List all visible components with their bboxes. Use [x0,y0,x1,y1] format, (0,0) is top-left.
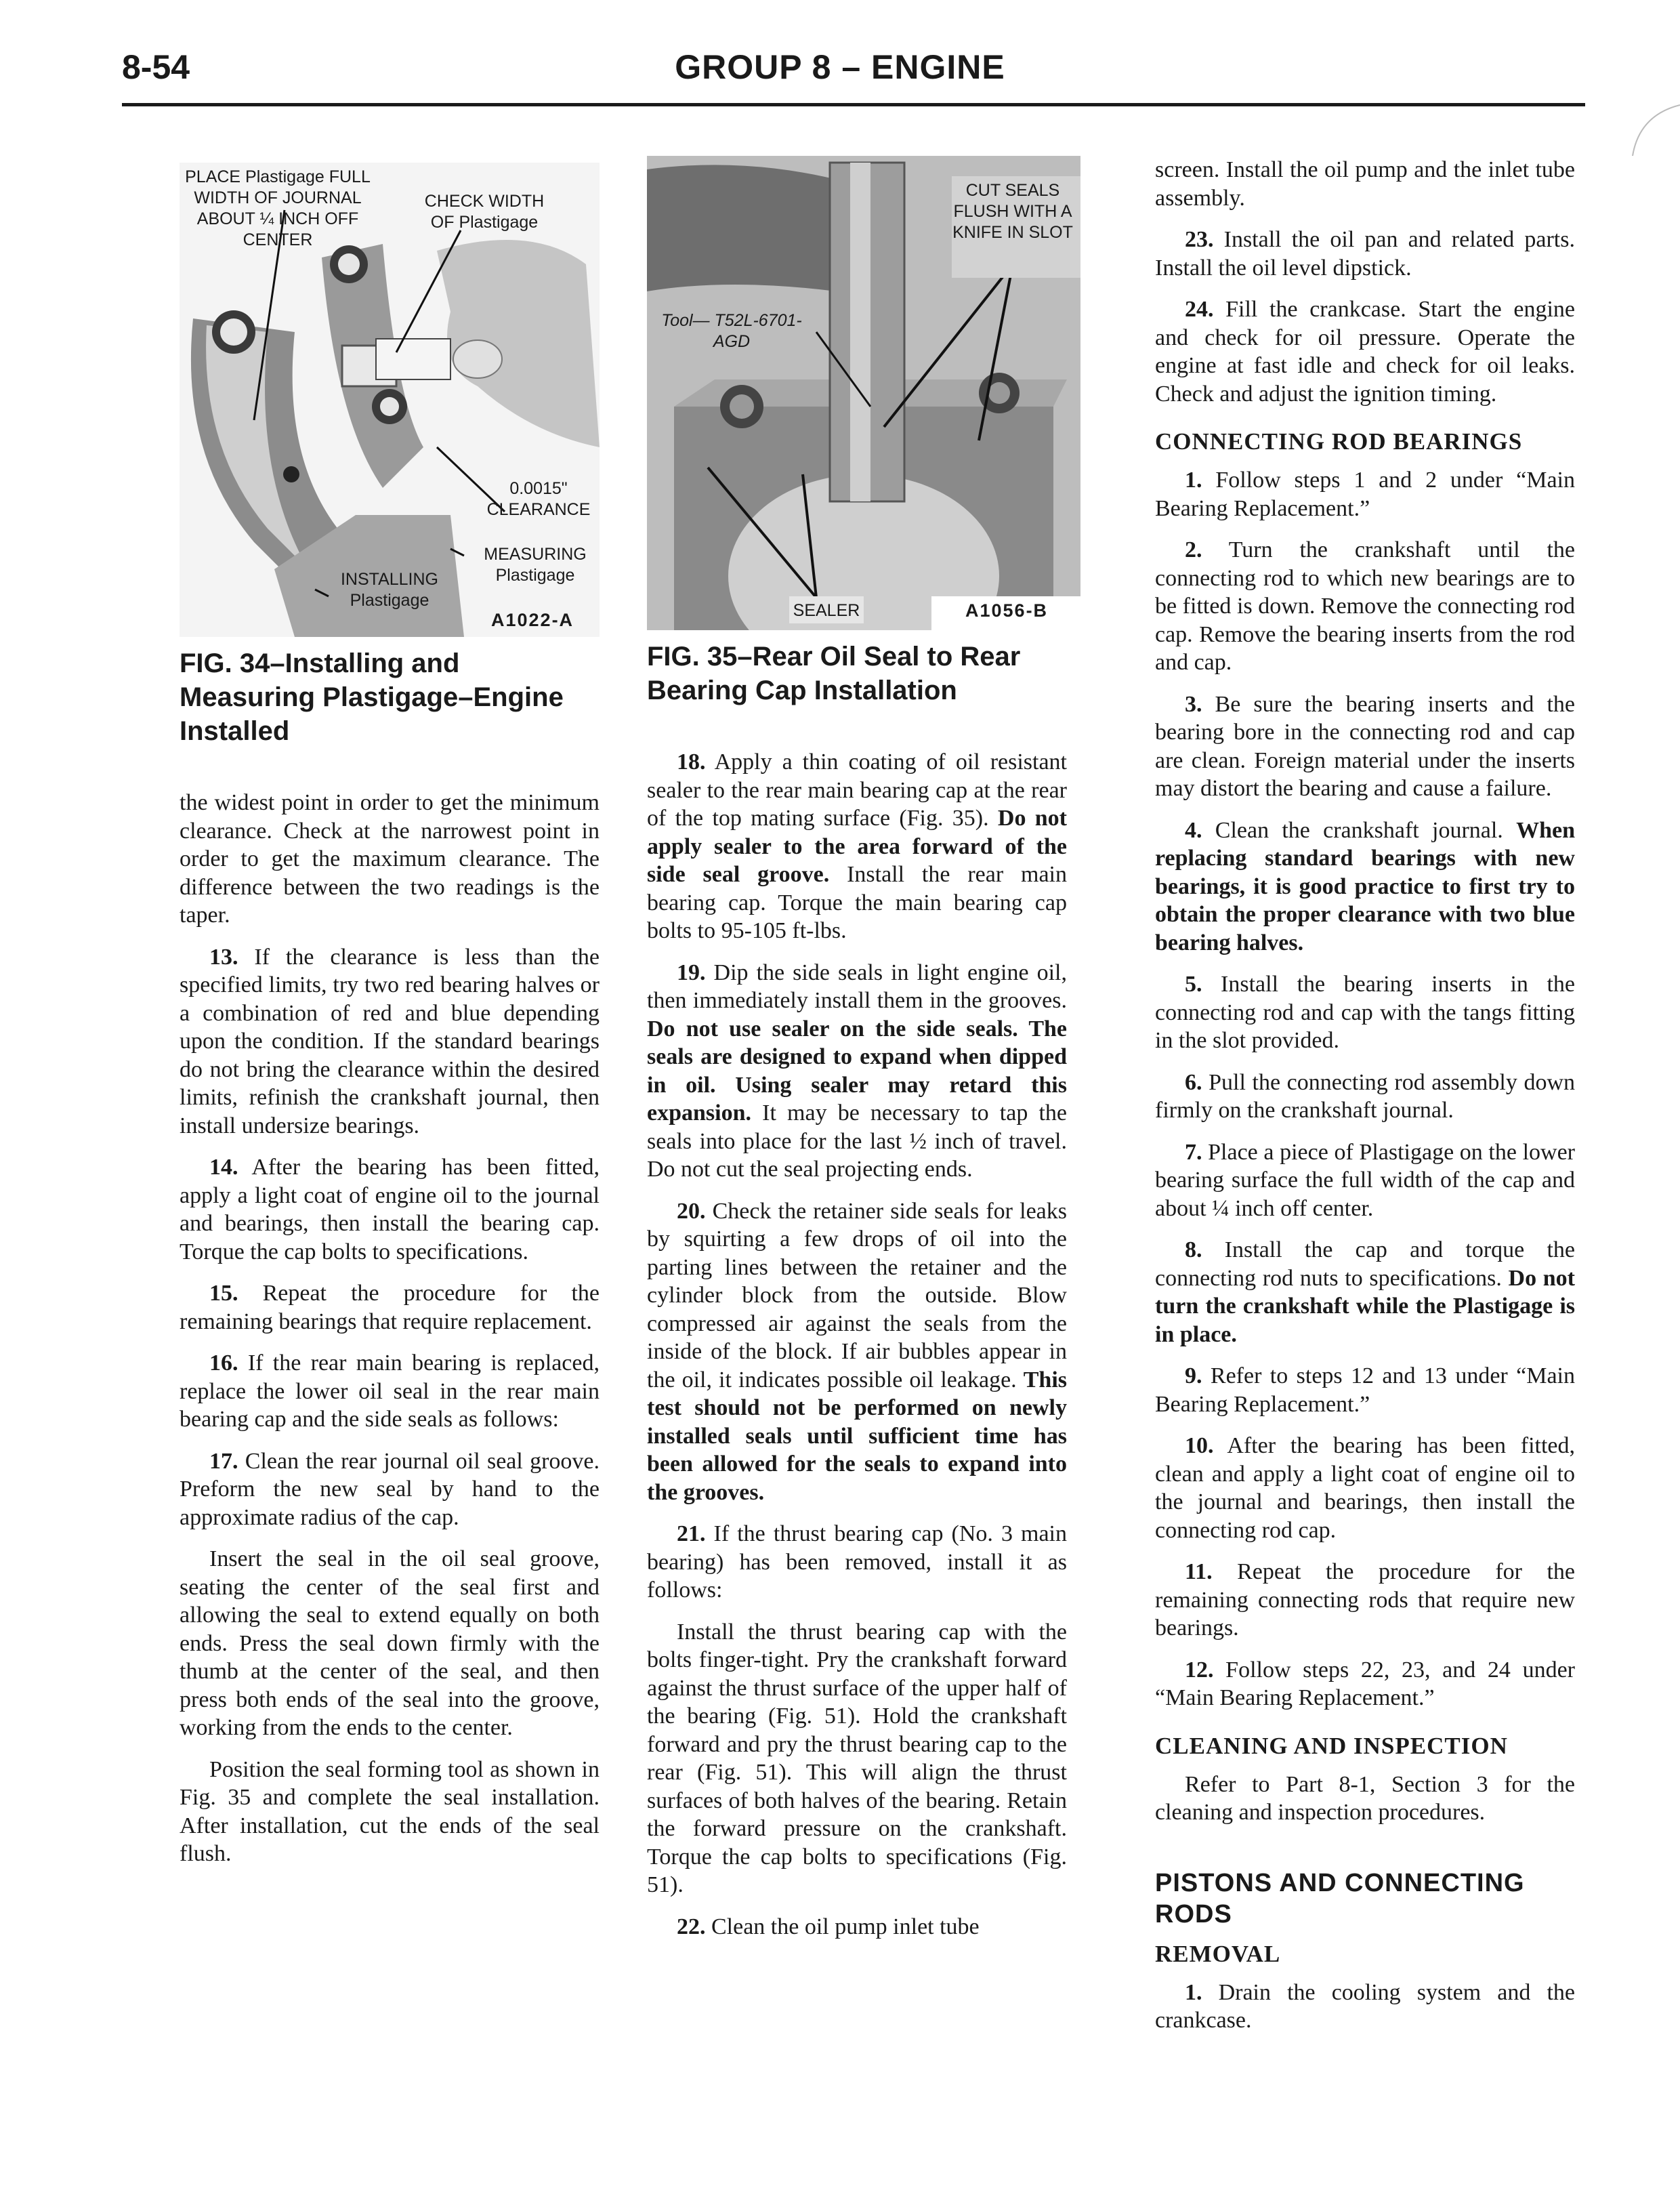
step-18 [647,748,1067,945]
step-number: 16. [209,1350,238,1376]
step-text: Pull the connecting rod assembly down firmly on the crankshaft journal. [1155,1069,1575,1123]
step-number: 23. [1185,227,1214,252]
step-23 [1155,226,1575,282]
step-text: Dip the side seals in light engine oil, then immediately install them in the grooves. [647,959,1067,1013]
section-heading-connecting-rod-bearings: CONNECTING ROD BEARINGS [1155,428,1523,455]
callout-check-width: CHECK WIDTH OF Plastigage [424,192,545,232]
step-15 [180,1279,600,1336]
step-text: Check the retainer side seals for leaks by squirting a few drops of oil into the parting lines between the retainer and the cylinder block from the outside. Blow compressed air against the seals from the inside of the block. If air bubbles appear in the oil, it indicates possible oil leakage. [647,1198,1067,1392]
rod-step-12 [1155,1656,1575,1712]
column-2 [647,156,1073,1954]
step-text: If the clearance is less than the specified limits, try two red bearing halves or a combination of red and blue depending upon the condition. If the standard bearings do not bring the clearance within the desired limits, refinish the crankshaft journal, then install undersize bearings. [180,944,600,1138]
callout-place-plastigage: PLACE Plastigage FULL WIDTH OF JOURNAL ABOUT ¼ INCH OFF CENTER [185,167,371,249]
callout-tool: Tool— T52L-6701-AGD [661,311,802,351]
paragraph: Position the seal forming tool as shown in Fig. 35 and complete the seal installation. After installation, cut the ends of the seal flush. [180,1756,600,1866]
step-warning: Do not use sealer on the side seals. The seals are designed to expand when dipped in oil. Using sealer may retard this expansion. [647,1016,1067,1126]
step-text: After the bearing has been fitted, apply a light coat of engine oil to the journal and bearings, then install the bearing cap. Torque the cap bolts to specifications. [180,1155,600,1264]
step-text: Repeat the procedure for the remaining bearings that require replacement. [180,1281,600,1334]
step-number: 1. [1185,1979,1202,2005]
step-number: 8. [1185,1237,1202,1262]
step-20 [647,1197,1067,1507]
rod-step-7 [1155,1138,1575,1223]
header-rule [122,103,1585,106]
step-text: Follow steps 1 and 2 under “Main Bearing Replacement.” [1155,468,1575,521]
step-text: Drain the cooling system and the crankcase. [1155,1979,1575,2033]
section-heading-cleaning-inspection: CLEANING AND INSPECTION [1155,1732,1508,1759]
rod-step-1 [1155,466,1575,522]
rod-step-2 [1155,536,1575,677]
step-13 [180,943,600,1140]
step-number: 2. [1185,537,1202,562]
rod-step-6 [1155,1069,1575,1125]
step-number: 3. [1185,691,1202,717]
rod-step-11 [1155,1558,1575,1643]
page-header-title: GROUP 8 – ENGINE [675,48,1005,86]
rod-step-4 [1155,817,1575,957]
paragraph: Insert the seal in the oil seal groove, seating the center of the seal first and allowing the seal to extend equally on both ends. Press the seal down firmly with the thumb at the center of the seal, and then press both ends of the seal into the groove, working from the ends to the center. [180,1546,600,1740]
step-number: 21. [677,1521,706,1546]
step-number: 22. [677,1914,706,1939]
step-number: 7. [1185,1139,1202,1165]
step-number: 15. [209,1281,238,1306]
step-warning: This test should not be performed on newly installed seals until sufficient time has been allowed for the seals to expand into the grooves. [647,1367,1067,1505]
step-text: Clean the rear journal oil seal groove. Preform the new seal by hand to the approximate radius of the cap. [180,1448,600,1530]
step-24 [1155,295,1575,408]
rod-step-10 [1155,1432,1575,1544]
step-21 [647,1520,1067,1605]
step-number: 20. [677,1198,706,1224]
figure-34-id: A1022-A [491,610,574,630]
callout-cut-seals: CUT SEALS FLUSH WITH A KNIFE IN SLOT [952,181,1073,242]
rod-step-8 [1155,1236,1575,1348]
step-text: Install the bearing inserts in the connecting rod and cap with the tangs fitting in the slot provided. [1155,972,1575,1053]
paragraph: screen. Install the oil pump and the inlet tube assembly. [1155,157,1575,211]
step-16 [180,1349,600,1434]
step-17 [180,1447,600,1532]
step-number: 11. [1185,1559,1213,1584]
step-text: Follow steps 22, 23, and 24 under “Main Bearing Replacement.” [1155,1657,1575,1710]
step-text: It may be necessary to tap the seals into place for the last ½ inch of travel. Do not cut the seal projecting ends. [647,1100,1067,1182]
step-number: 6. [1185,1069,1202,1095]
paragraph: Install the thrust bearing cap with the bolts finger-tight. Pry the crankshaft forward against the thrust surface of the upper half of the bearing (Fig. 51). Hold the crankshaft forward and pry the thrust bearing cap to the rear (Fig. 51). This will align the thrust surfaces of both halves of the bearing. Retain the forward pressure on the crankshaft. Torque the cap bolts to specifications (Fig. 51). [647,1619,1067,1897]
page-corner-mark [1626,102,1680,156]
step-number: 4. [1185,817,1202,843]
step-text: Fill the crankcase. Start the engine and check for oil pressure. Operate the engine at fast idle and check for oil leaks. Check and adjust the ignition timing. [1155,297,1575,407]
section-heading-pistons-connecting-rods: PISTONS AND CONNECTING RODS [1155,1868,1525,1928]
step-14 [180,1153,600,1266]
step-text: Place a piece of Plastigage on the lower bearing surface the full width of the cap and about ¼ inch off center. [1155,1139,1575,1221]
step-warning: When replacing standard bearings with new bearings, it is good practice to first try to obtain the proper clearance with two blue bearing halves. [1155,817,1575,955]
step-number: 24. [1185,297,1214,322]
step-text: If the rear main bearing is replaced, replace the lower oil seal in the rear main bearing cap and the side seals as follows: [180,1350,600,1432]
section-heading-removal: REMOVAL [1155,1940,1281,1967]
step-19 [647,959,1067,1184]
rod-step-5 [1155,970,1575,1055]
step-text: Clean the crankshaft journal. [1202,817,1517,843]
step-number: 10. [1185,1433,1214,1458]
step-text: Turn the crankshaft until the connecting rod to which new bearings are to be fitted is down. Remove the connecting rod cap. Remove the bearing inserts from the rod and cap. [1155,537,1575,675]
step-number: 13. [209,944,238,970]
figure-34-caption: FIG. 34–Installing and Measuring Plastigage–Engine Installed [180,648,564,746]
column-3 [1155,156,1575,2048]
step-number: 9. [1185,1363,1202,1388]
step-number: 18. [677,749,706,775]
step-text: Install the cap and torque the connecting rod nuts to specifications. [1155,1237,1575,1291]
callout-sealer: SEALER [793,601,860,620]
figure-35 [647,156,1080,630]
step-number: 14. [209,1155,238,1180]
step-text: If the thrust bearing cap (No. 3 main bearing) has been removed, install it as follows: [647,1521,1067,1603]
step-number: 12. [1185,1657,1214,1683]
column-1 [180,156,600,1882]
paragraph: Refer to Part 8-1, Section 3 for the cleaning and inspection procedures. [1155,1771,1575,1825]
step-text: After the bearing has been fitted, clean and apply a light coat of engine oil to the journal and bearings, then install the connecting rod cap. [1155,1433,1575,1543]
step-number: 19. [677,959,706,985]
step-number: 5. [1185,972,1202,997]
removal-step-1 [1155,1979,1575,2035]
rod-step-3 [1155,690,1575,803]
rod-step-9 [1155,1362,1575,1418]
page-number: 8-54 [122,48,190,86]
step-warning: Do not turn the crankshaft while the Plastigage is in place. [1155,1265,1575,1347]
callout-clearance: 0.0015" CLEARANCE [486,479,591,519]
step-text: Repeat the procedure for the remaining connecting rods that require new bearings. [1155,1559,1575,1640]
step-text: Be sure the bearing inserts and the bearing bore in the connecting rod and cap are clean. Foreign material under the inserts may distort the bearing and cause a failure. [1155,691,1575,801]
step-22 [647,1913,1067,1941]
paragraph: the widest point in order to get the minimum clearance. Check at the narrowest point in order to get the maximum clearance. The difference between the two readings is the taper. [180,790,600,928]
step-text: Install the rear main bearing cap. Torque the main bearing cap bolts to 95-105 ft-lbs. [647,862,1067,943]
step-warning: Do not apply sealer to the area forward of the side seal groove. [647,806,1067,887]
figure-35-caption: FIG. 35–Rear Oil Seal to Rear Bearing Cap Installation [647,642,1021,705]
figure-35-id: A1056-B [965,600,1049,621]
step-number: 1. [1185,468,1202,493]
step-text: Refer to steps 12 and 13 under “Main Bearing Replacement.” [1155,1363,1575,1417]
figure-34 [180,163,600,637]
callout-installing: INSTALLING Plastigage [340,570,439,610]
step-number: 17. [209,1448,238,1474]
callout-measuring: MEASURING Plastigage [484,545,587,585]
step-text: Install the oil pan and related parts. Install the oil level dipstick. [1155,227,1575,281]
step-text: Apply a thin coating of oil resistant sealer to the rear main bearing cap at the rear of the top mating surface (Fig. 35). [647,749,1067,831]
step-text: Clean the oil pump inlet tube [705,1914,980,1939]
